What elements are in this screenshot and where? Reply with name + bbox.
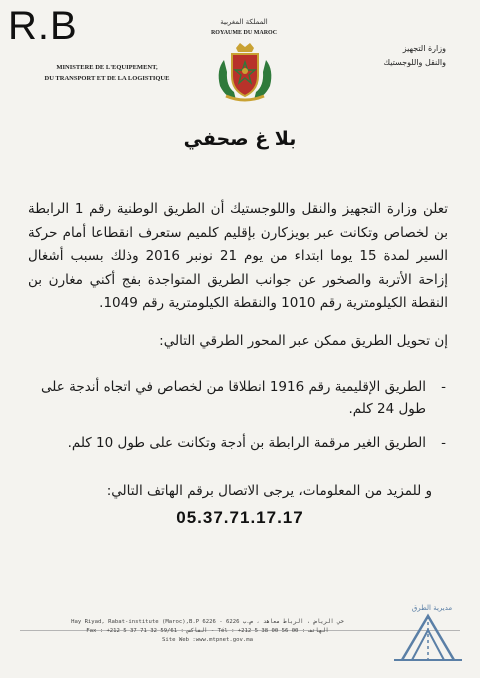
bullet-dash: - [441, 379, 446, 395]
bullet-dash: - [441, 435, 446, 451]
kingdom-name-french: ROYAUME DU MAROC [210, 30, 278, 36]
footer-address-line-1: Hay Riyad, Rabat-institute (Maroc),B.P 6226 - 6226 حي الرياض ، الرباط معاهد ، ص.ب [71, 619, 344, 625]
contact-line: و للمزيد من المعلومات، يرجى الاتصال برقم الهاتف التالي: [106, 483, 432, 499]
route-item [28, 376, 448, 420]
ministry-fr-line-2: DU TRANSPORT ET DE LA LOGISTIQUE [44, 75, 170, 82]
route-text: الطريق الغير مرقمة الرابطة بن أدجة وتكانت على طول 10 كلم. [67, 435, 426, 451]
diversion-intro: إن تحويل الطريق ممكن عبر المحور الطرقي التالي: [159, 333, 448, 349]
ministry-name-arabic [354, 42, 446, 70]
phone-number: 05.37.71.17.17 [176, 508, 304, 527]
royal-emblem-icon [210, 42, 280, 104]
footer-address [40, 618, 375, 645]
rb-stamp: R.B [8, 4, 78, 48]
ministry-fr-line-1: MINISTERE DE L'EQUIPEMENT, [56, 64, 158, 71]
ministry-ar-line-2: والنقل واللوجستيك [383, 58, 446, 67]
document-title: بلا غ صحفي [183, 128, 297, 150]
route-item [28, 432, 448, 454]
roads-directorate-logo-icon [388, 602, 468, 664]
footer-site: Site Web :www.mtpnet.gov.ma [162, 637, 253, 643]
route-text: الطريق الإقليمية رقم 1916 انطلاقا من لخصاص في اتجاه أندجة على طول 24 كلم. [41, 379, 426, 417]
ministry-name-french [32, 62, 182, 84]
footer-logo-label: مديرية الطرق [411, 604, 453, 612]
footer-address-line-2: Fax : +212 5 37 71 32 59/61 : الفاكس - Tél : +212 5 38 00 56 00 : الهاتف [86, 628, 329, 634]
announcement-paragraph: تعلن وزارة التجهيز والنقل واللوجستيك أن الطريق الوطنية رقم 1 الرابطة بن لخصاص وتكانت عبر بويزكارن بإقليم كلميم ستعرف انقطاعا أمام حركة السير لمدة 15 يوما ابتداء من يوم 21 نونبر 2016 وذلك بسبب أشغال إزاحة الأتربة والصخور عن جوانب الطريق المتواجدة بفج أكني مغارن بن النقطة الكيلومترية رقم 1010 والنقطة الكيلومترية رقم 1049. [28, 201, 448, 311]
diversion-route-list [28, 376, 448, 466]
ministry-ar-line-1: وزارة التجهيز [402, 44, 446, 53]
kingdom-name-arabic: المملكة المغربية [220, 18, 268, 26]
